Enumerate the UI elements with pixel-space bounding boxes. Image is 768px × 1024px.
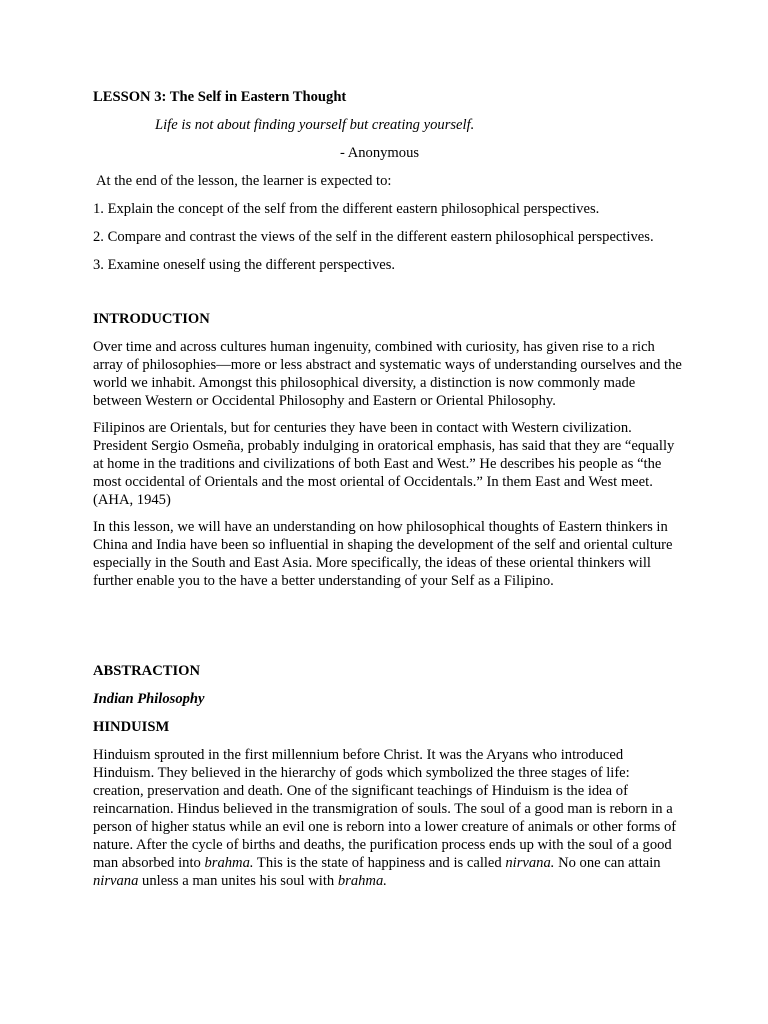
paragraph-text: Hinduism sprouted in the first millennium before Christ. It was the Aryans who introduced Hinduism. They believed in the hierarchy of gods which symbolized the three stages of life: creation, preservation and death. One of the significant teachings of Hinduism is the idea of reincarnation. Hindus believed in the transmigration of souls. The soul of a good man is reborn in a person of higher status while an evil one is reborn into a lower creature of animals or other forms of nature. After the cycle of births and deaths, the purification process ends up with the soul of a good man absorbed into bbox=[93, 747, 677, 871]
paragraph-text: unless a man unites his soul with bbox=[138, 873, 338, 889]
objective-item: 3. Examine oneself using the different perspectives. bbox=[93, 257, 396, 273]
paragraph-term: brahma. bbox=[337, 873, 387, 889]
quote-attribution: - Anonymous bbox=[340, 145, 420, 161]
epigraph-quote: Life is not about finding yourself but creating yourself. bbox=[155, 117, 475, 133]
paragraph-text: This is the state of happiness and is called bbox=[253, 855, 506, 871]
document-page bbox=[93, 88, 683, 899]
introduction-heading: INTRODUCTION bbox=[93, 311, 210, 327]
hinduism-heading: HINDUISM bbox=[93, 719, 170, 735]
intro-paragraph: In this lesson, we will have an understanding on how philosophical thoughts of Eastern thinkers in China and India have been so influential in shaping the development of the self and oriental culture especially in the South and East Asia. More specifically, the ideas of these oriental thinkers will further enable you to the have a better understanding of your Self as a Filipino. bbox=[93, 519, 673, 589]
paragraph-text: No one can attain bbox=[554, 855, 661, 871]
paragraph-term: nirvana bbox=[93, 873, 139, 889]
objectives-intro: At the end of the lesson, the learner is expected to: bbox=[96, 173, 392, 189]
intro-paragraph: Over time and across cultures human ingenuity, combined with curiosity, has given rise to a rich array of philosophies—more or less abstract and systematic ways of understanding ourselves and the world we inhabit. Amongst this philosophical diversity, a distinction is now commonly made between Western or Occidental Philosophy and Eastern or Oriental Philosophy. bbox=[93, 339, 682, 409]
spacer bbox=[93, 284, 683, 310]
lesson-title: LESSON 3: The Self in Eastern Thought bbox=[93, 89, 347, 105]
paragraph-term: nirvana. bbox=[505, 855, 555, 871]
objective-item: 1. Explain the concept of the self from the different eastern philosophical perspectives. bbox=[93, 201, 600, 217]
objective-item: 2. Compare and contrast the views of the self in the different eastern philosophical perspectives. bbox=[93, 229, 654, 245]
abstraction-heading: ABSTRACTION bbox=[93, 663, 201, 679]
spacer bbox=[93, 599, 683, 662]
indian-philosophy-subheading: Indian Philosophy bbox=[93, 691, 205, 707]
paragraph-term: brahma. bbox=[204, 855, 254, 871]
intro-paragraph: Filipinos are Orientals, but for centuries they have been in contact with Western civilization. President Sergio Osmeña, probably indulging in oratorical emphasis, has said that they are “equally at home in the traditions and civilizations of both East and West.” He describes his people as “the most occidental of Orientals and the most oriental of Occidentals.” In them East and West meet. (AHA, 1945) bbox=[93, 420, 675, 508]
hinduism-paragraph bbox=[93, 746, 683, 890]
